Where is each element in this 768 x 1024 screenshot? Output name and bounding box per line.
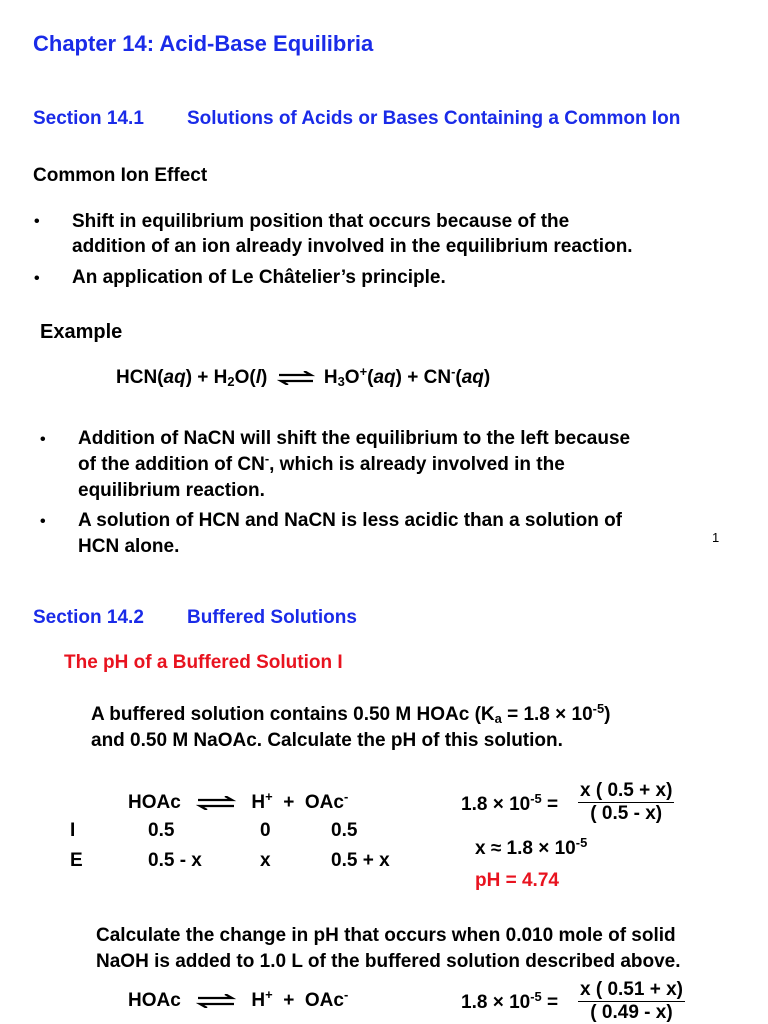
bullet-marker: • — [40, 431, 46, 448]
bullet-marker: • — [34, 270, 40, 287]
bullet-text: equilibrium reaction. — [78, 480, 265, 501]
equilibrium-arrow-icon — [277, 371, 315, 385]
problem-text: A buffered solution contains 0.50 M HOAc $(K_a = 1.8 \times 10^{-5})$ — [91, 700, 611, 727]
equilibrium-arrow-icon — [196, 994, 236, 1008]
bullet-text: of the addition of CN-, which is already involved in the — [78, 450, 565, 475]
bullet-text: Addition of NaCN will shift the equilibrium to the left because — [78, 428, 631, 449]
fraction-denominator: ( 0.5 - x) — [590, 803, 663, 824]
ph-result: pH = 4.74 — [475, 870, 559, 891]
chapter-title: Chapter 14: Acid-Base Equilibria — [33, 31, 374, 56]
bullet-text: addition of an ion already involved in the equilibrium reaction. — [72, 236, 633, 257]
approximation: $x \approx 1.8 \times 10^{-5}$ — [475, 834, 588, 859]
ice-cell: 0.5 - x — [148, 850, 202, 871]
slide-subtitle: The pH of a Buffered Solution I — [64, 652, 343, 673]
ka-expression: $1.8 \times 10^{-5}$ = — [461, 790, 559, 815]
bullet-marker: • — [40, 513, 46, 530]
ice-cell: x — [260, 850, 271, 871]
ice-cell: 0.5 + x — [331, 850, 390, 871]
fraction-numerator: x ( 0.5 + x) — [580, 780, 673, 801]
page-number: 1 — [712, 530, 720, 545]
fraction — [578, 979, 685, 1024]
bullet-text: An application of Le Châtelier’s principle. — [72, 267, 446, 288]
fraction-denominator: ( 0.49 - x) — [590, 1002, 673, 1023]
ice-row-label: E — [70, 850, 83, 871]
ice-species-row: HOAc H+ + OAc- — [128, 986, 349, 1011]
bullet-text: A solution of HCN and NaCN is less acidic than a solution of — [78, 510, 623, 531]
reaction-equation: $HCN(aq) + H_2O(l) H_3O^+(aq) + CN^-(aq)$ — [116, 363, 491, 390]
subheading: Common Ion Effect — [33, 165, 208, 186]
section-number: Section 14.1 — [33, 108, 144, 129]
bullet-marker: • — [34, 213, 40, 230]
ice-cell: 0.5 — [148, 820, 175, 841]
section-title: Solutions of Acids or Bases Containing a Common Ion — [187, 108, 681, 129]
bullet-text: Shift in equilibrium position that occurs because of the — [72, 211, 570, 232]
problem-text: Calculate the change in pH that occurs when 0.010 mole of solid — [96, 925, 676, 946]
ice-cell: 0.5 — [331, 820, 358, 841]
ka-expression: $1.8 \times 10^{-5}$ = — [461, 988, 559, 1013]
ice-species-row: HOAc H+ + OAc- — [128, 788, 349, 813]
section-number: Section 14.2 — [33, 607, 144, 628]
bullet-text: HCN alone. — [78, 536, 180, 557]
equilibrium-arrow-icon — [196, 796, 236, 810]
example-label: Example — [40, 321, 123, 343]
ice-row-label: I — [70, 820, 76, 841]
fraction — [578, 780, 674, 825]
problem-text: and 0.50 M NaOAc. Calculate the pH of this solution. — [91, 730, 563, 751]
problem-text: NaOH is added to 1.0 L of the buffered solution described above. — [96, 951, 681, 972]
fraction-numerator: x ( 0.51 + x) — [580, 979, 683, 1000]
section-title: Buffered Solutions — [187, 607, 357, 628]
ice-cell: 0 — [260, 820, 271, 841]
